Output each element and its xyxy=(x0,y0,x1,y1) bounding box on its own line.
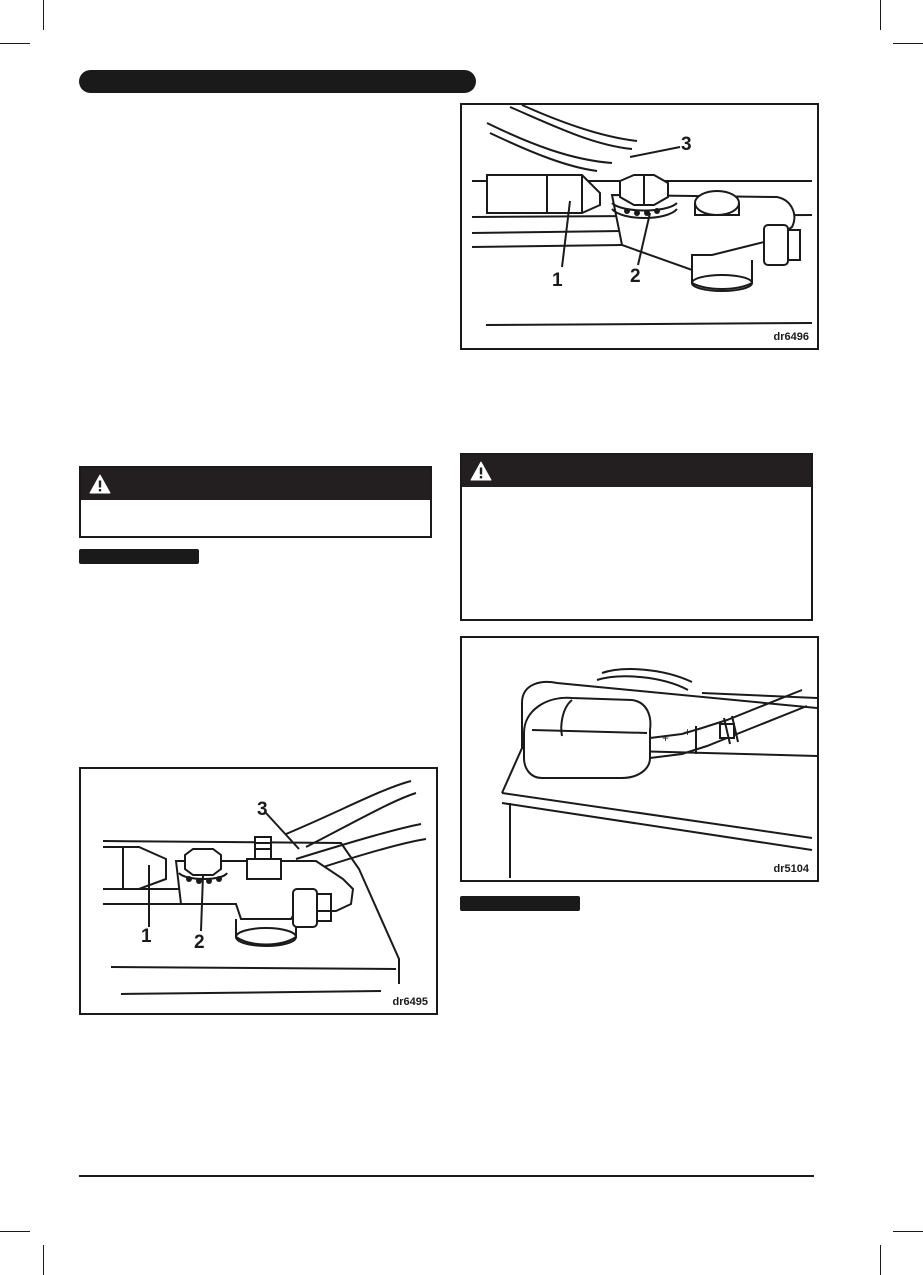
callout-label: 1 xyxy=(552,270,563,291)
figure-id-label: dr5104 xyxy=(773,863,809,875)
warning-box-left xyxy=(79,466,432,538)
subheading-tag xyxy=(460,896,580,911)
terminal-plus-mark: + xyxy=(684,725,692,739)
warning-triangle-icon xyxy=(89,474,111,494)
crop-mark xyxy=(43,1245,44,1275)
crop-mark xyxy=(880,1245,881,1275)
crop-mark xyxy=(43,0,44,30)
crop-mark xyxy=(0,1231,30,1232)
footer-rule xyxy=(79,1175,814,1177)
figure-id-label: dr6495 xyxy=(392,996,428,1008)
crop-mark xyxy=(893,43,923,44)
callout-label: 2 xyxy=(194,932,205,953)
battery-terminal-illustration xyxy=(462,105,819,350)
subheading-tag xyxy=(79,549,199,564)
callout-label: 3 xyxy=(257,799,268,820)
battery-cover-illustration xyxy=(462,638,819,882)
callout-label: 2 xyxy=(630,266,641,287)
warning-box-right xyxy=(460,453,813,621)
crop-mark xyxy=(893,1231,923,1232)
figure-id-label: dr6496 xyxy=(773,331,809,343)
warning-triangle-icon xyxy=(470,461,492,481)
warning-header xyxy=(462,455,811,487)
callout-label: 3 xyxy=(681,134,692,155)
crop-mark xyxy=(880,0,881,30)
crop-mark xyxy=(0,43,30,44)
callout-label: 1 xyxy=(141,926,152,947)
figure-battery-terminal-bottom xyxy=(79,767,438,1015)
figure-battery-terminal-top xyxy=(460,103,819,350)
terminal-plus-mark: + xyxy=(662,731,670,745)
figure-terminal-cover xyxy=(460,636,819,882)
warning-header xyxy=(81,468,430,500)
section-heading-bar xyxy=(79,70,476,93)
